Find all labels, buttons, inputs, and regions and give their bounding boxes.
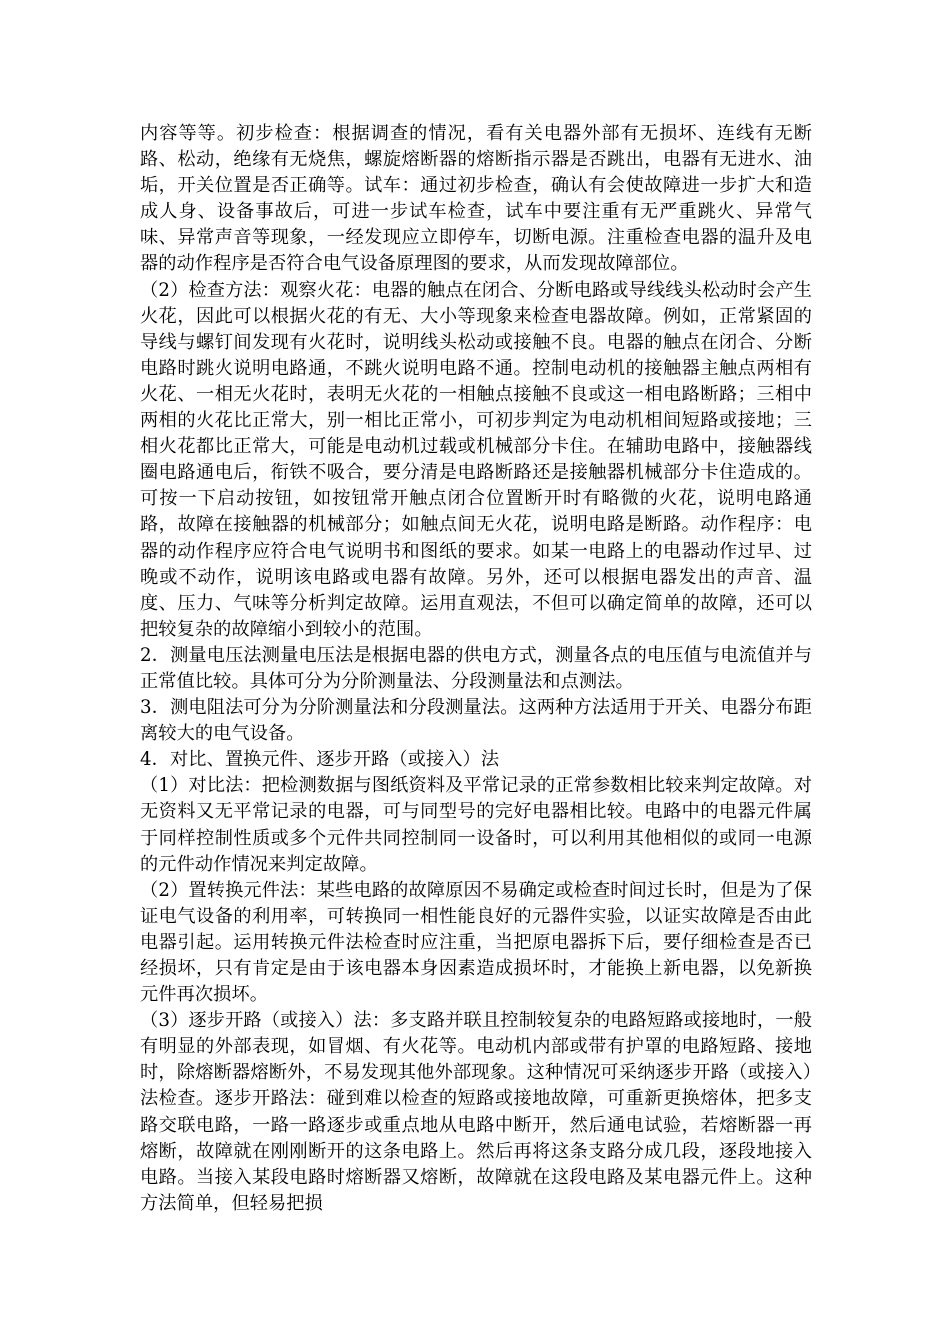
document-body	[140, 121, 812, 1217]
paragraph-replacement-method: （2）置转换元件法：某些电路的故障原因不易确定或检查时间过长时，但是为了保证电气设备的利用率，可转换同一相性能良好的元器件实验，以证实故障是否由此电器引起。运用转换元件法检查时应注重，当把原电器拆下后，要仔细检查是否已经损坏，只有肯定是由于该电器本身因素造成损坏时，才能换上新电器，以免新换元件再次损坏。	[140, 879, 812, 1006]
paragraph-comparison-method: （1）对比法：把检测数据与图纸资料及平常记录的正常参数相比较来判定故障。对无资料又无平常记录的电器，可与同型号的完好电器相比较。电路中的电器元件属于同样控制性质或多个元件共同控制同一设备时，可以利用其他相似的或同一电源的元件动作情况来判定故障。	[140, 775, 812, 875]
paragraph-voltage-measurement: 2．测量电压法测量电压法是根据电器的供电方式，测量各点的电压值与电流值并与正常值比较。具体可分为分阶测量法、分段测量法和点测法。	[140, 644, 812, 692]
paragraph-stepwise-method: （3）逐步开路（或接入）法：多支路并联且控制较复杂的电路短路或接地时，一般有明显的外部表现，如冒烟、有火花等。电动机内部或带有护罩的电路短路、接地时，除熔断器熔断外，不易发现其他外部现象。这种情况可采纳逐步开路（或接入）法检查。逐步开路法：碰到难以检查的短路或接地故障，可重新更换熔体，把多支路交联电路，一路一路逐步或重点地从电路中断开，然后通电试验，若熔断器一再熔断，故障就在刚刚断开的这条电路上。然后再将这条支路分成几段，逐段地接入电路。当接入某段电路时熔断器又熔断，故障就在这段电路及某电器元件上。这种方法简单，但轻易把损	[140, 1010, 812, 1214]
section-heading-comparison: 4．对比、置换元件、逐步开路（或接入）法	[140, 749, 500, 771]
paragraph-resistance-measurement: 3．测电阻法可分为分阶测量法和分段测量法。这两种方法适用于开关、电器分布距离较大的电气设备。	[140, 697, 812, 745]
paragraph-inspection-method: （2）检查方法：观察火花：电器的触点在闭合、分断电路或导线线头松动时会产生火花，因此可以根据火花的有无、大小等现象来检查电器故障。例如，正常紧固的导线与螺钉间发现有火花时，说明线头松动或接触不良。电器的触点在闭合、分断电路时跳火说明电路通，不跳火说明电路不通。控制电动机的接触器主触点两相有火花、一相无火花时，表明无火花的一相触点接触不良或这一相电路断路；三相中两相的火花比正常大，别一相比正常小，可初步判定为电动机相间短路或接地；三相火花都比正常大，可能是电动机过载或机械部分卡住。在辅助电路中，接触器线圈电路通电后，衔铁不吸合，要分清是电路断路还是接触器机械部分卡住造成的。可按一下启动按钮，如按钮常开触点闭合位置断开时有略微的火花，说明电路通路，故障在接触器的机械部分；如触点间无火花，说明电路是断路。动作程序：电器的动作程序应符合电气说明书和图纸的要求。如某一电路上的电器动作过早、过晚或不动作，说明该电路或电器有故障。另外，还可以根据电器发出的声音、温度、压力、气味等分析判定故障。运用直观法，不但可以确定简单的故障，还可以把较复杂的故障缩小到较小的范围。	[140, 279, 812, 640]
paragraph-initial-check: 内容等等。初步检查：根据调查的情况，看有关电器外部有无损坏、连线有无断路、松动，绝缘有无烧焦，螺旋熔断器的熔断指示器是否跳出，电器有无进水、油垢，开关位置是否正确等。试车：通过初步检查，确认有会使故障进一步扩大和造成人身、设备事故后，可进一步试车检查，试车中要注重有无严重跳火、异常气味、异常声音等现象，一经发现应立即停车，切断电源。注重检查电器的温升及电器的动作程序是否符合电气设备原理图的要求，从而发现故障部位。	[140, 123, 812, 275]
